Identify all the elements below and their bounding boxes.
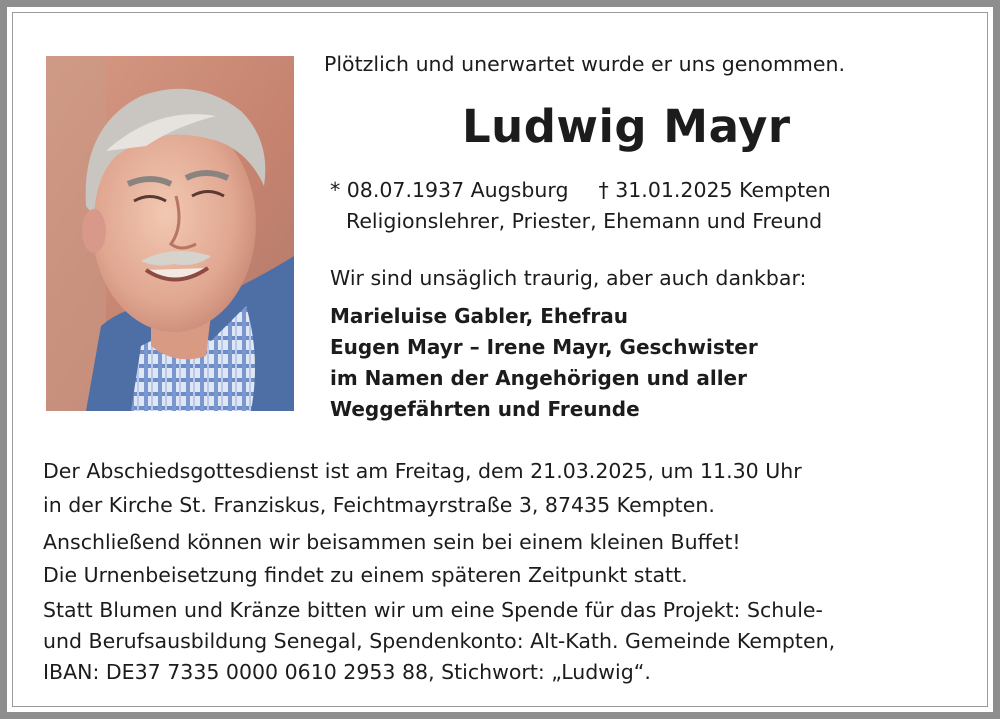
death-date: † 31.01.2025 Kempten: [598, 178, 831, 202]
service-line: in der Kirche St. Franziskus, Feichtmayrstraße 3, 87435 Kempten.: [43, 493, 715, 517]
service-line: Der Abschiedsgottesdienst ist am Freitag, dem 21.03.2025, um 11.30 Uhr: [43, 459, 802, 483]
reception-line: Anschließend können wir beisammen sein bei einem kleinen Buffet!: [43, 530, 741, 554]
mourner-line: Weggefährten und Freunde: [330, 397, 640, 421]
life-dates: [330, 180, 831, 201]
donation-line: IBAN: DE37 7335 0000 0610 2953 88, Stichwort: „Ludwig“.: [43, 660, 651, 684]
grief-line: Wir sind unsäglich traurig, aber auch dankbar:: [330, 266, 807, 290]
reception-line: Die Urnenbeisetzung findet zu einem späteren Zeitpunkt statt.: [43, 563, 688, 587]
deceased-name: Ludwig Mayr: [462, 100, 791, 153]
mourner-line: im Namen der Angehörigen und aller: [330, 366, 747, 390]
portrait-photo: [46, 56, 294, 411]
birth-date: * 08.07.1937 Augsburg: [330, 178, 569, 202]
donation-line: und Berufsausbildung Senegal, Spendenkonto: Alt-Kath. Gemeinde Kempten,: [43, 629, 836, 653]
intro-line: Plötzlich und unerwartet wurde er uns genommen.: [324, 52, 845, 76]
mourner-line: Eugen Mayr – Irene Mayr, Geschwister: [330, 335, 758, 359]
mourner-line: Marieluise Gabler, Ehefrau: [330, 304, 628, 328]
roles-line: Religionslehrer, Priester, Ehemann und Freund: [346, 209, 823, 233]
donation-line: Statt Blumen und Kränze bitten wir um eine Spende für das Projekt: Schule-: [43, 598, 823, 622]
